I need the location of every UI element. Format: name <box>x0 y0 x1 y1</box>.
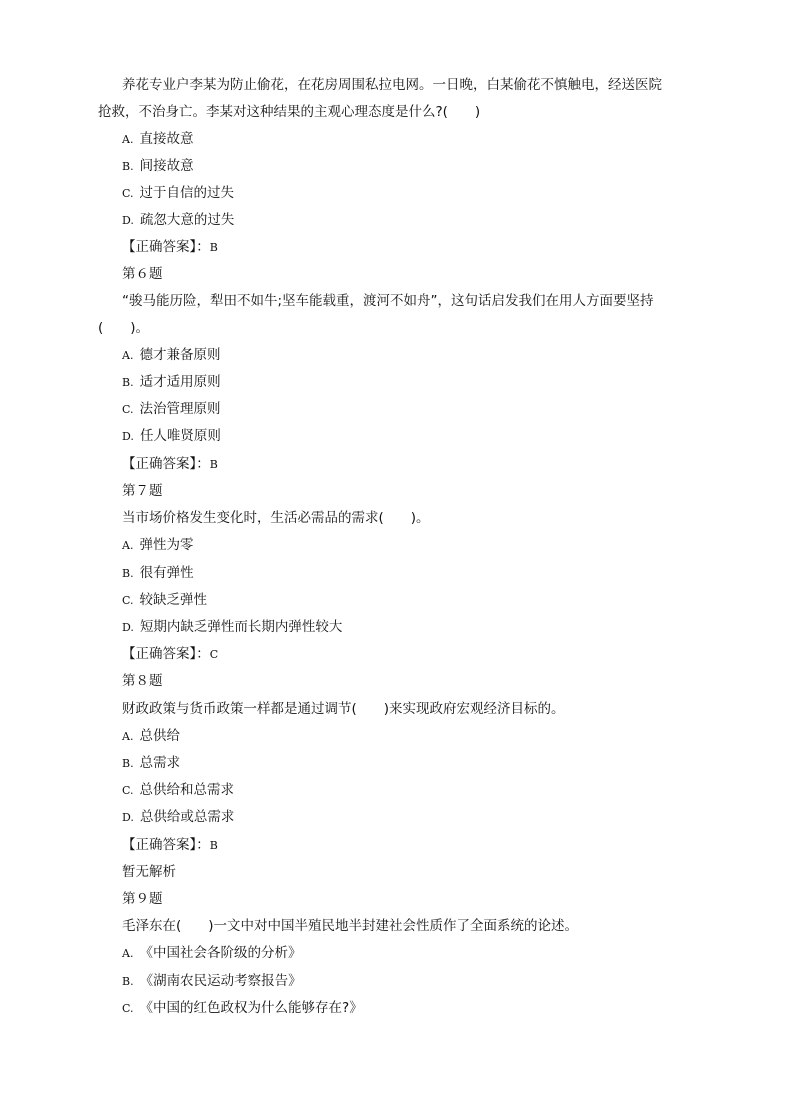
q8-option-c: C. 总供给和总需求 <box>122 782 235 798</box>
q7-number: 第７题 <box>122 483 163 499</box>
q6-number: 第６题 <box>122 266 163 282</box>
q5-answer: 【正确答案】：B <box>122 239 218 255</box>
q9-option-c: C. 《中国的红色政权为什么能够存在?》 <box>122 1000 363 1016</box>
q6-answer: 【正确答案】：B <box>122 456 218 472</box>
q7-option-d: D. 短期内缺乏弹性而长期内弹性较大 <box>122 619 343 635</box>
q6-stem-line2: ( )。 <box>98 320 150 336</box>
q6-option-c: C. 法治管理原则 <box>122 401 221 417</box>
q8-option-d: D. 总供给或总需求 <box>122 809 235 825</box>
q6-option-b: B. 适才适用原则 <box>122 374 221 390</box>
q8-answer: 【正确答案】：B <box>122 837 218 853</box>
q7-option-a: A. 弹性为零 <box>122 537 194 553</box>
q6-option-a: A. 德才兼备原则 <box>122 347 221 363</box>
q6-stem-line1: “骏马能历险，犁田不如牛;坚车能载重，渡河不如舟”，这句话启发我们在用人方面要坚持 <box>122 293 654 309</box>
q9-number: 第９题 <box>122 891 163 907</box>
q8-analysis: 暂无解析 <box>122 864 176 880</box>
q5-stem-line2: 抢救，不治身亡。李某对这种结果的主观心理态度是什么?( ) <box>98 104 481 120</box>
q8-number: 第８题 <box>122 673 163 689</box>
q7-option-c: C. 较缺乏弹性 <box>122 592 208 608</box>
q7-stem-line1: 当市场价格发生变化时，生活必需品的需求( )。 <box>122 510 430 526</box>
q7-answer: 【正确答案】：C <box>122 646 219 662</box>
q5-option-d: D. 疏忽大意的过失 <box>122 212 235 228</box>
q9-option-a: A. 《中国社会各阶级的分析》 <box>122 945 302 961</box>
q5-stem-line1: 养花专业户李某为防止偷花，在花房周围私拉电网。一日晚，白某偷花不慎触电，经送医院 <box>122 77 662 93</box>
q5-option-b: B. 间接故意 <box>122 158 194 174</box>
q7-option-b: B. 很有弹性 <box>122 565 194 581</box>
q9-option-b: B. 《湖南农民运动考察报告》 <box>122 973 302 989</box>
q8-option-a: A. 总供给 <box>122 728 180 744</box>
q8-stem-line1: 财政政策与货币政策一样都是通过调节( )来实现政府宏观经济目标的。 <box>122 701 565 717</box>
q5-option-c: C. 过于自信的过失 <box>122 185 235 201</box>
q5-option-a: A. 直接故意 <box>122 131 194 147</box>
q9-stem-line1: 毛泽东在( )一文中对中国半殖民地半封建社会性质作了全面系统的论述。 <box>122 918 579 934</box>
q6-option-d: D. 任人唯贤原则 <box>122 428 221 444</box>
q8-option-b: B. 总需求 <box>122 755 181 771</box>
